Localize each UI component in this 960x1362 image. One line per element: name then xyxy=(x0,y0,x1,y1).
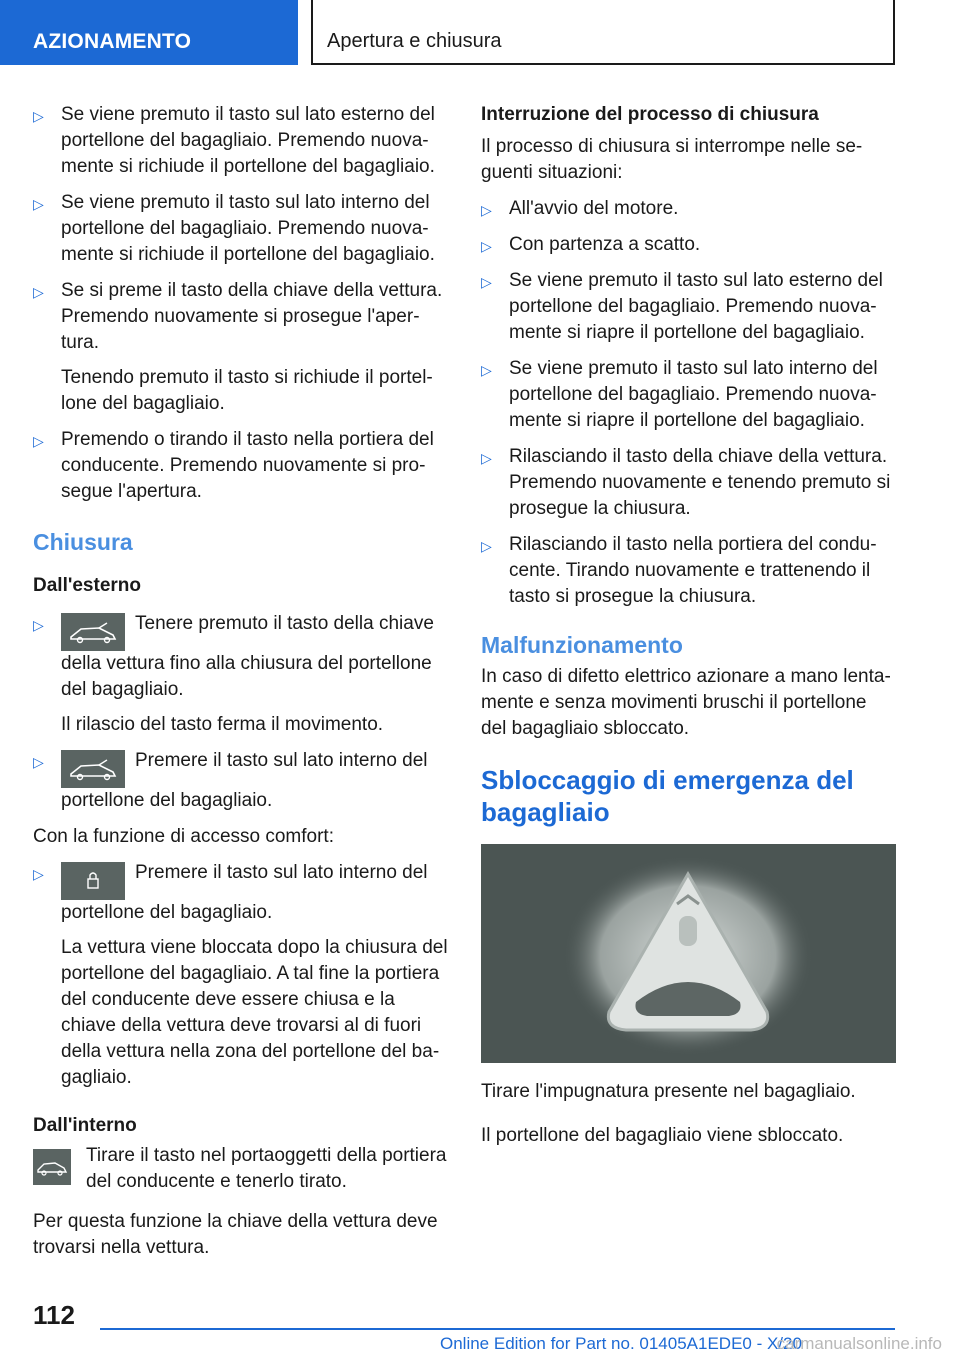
bullet-triangle-icon: ▷ xyxy=(481,238,492,254)
list-item-note: Tenendo premuto il tasto si richiude il portellone del bagagliaio. xyxy=(61,367,433,414)
final-note: Per questa funzione la chiave della vettura deve trovarsi nella vettura. xyxy=(33,1211,438,1258)
bullet-triangle-icon: ▷ xyxy=(481,538,492,554)
list-item-text: Se viene premuto il tasto sul lato interno del portellone del bagagliaio. Premendo nuovamente si riapre il portellone del bagagliaio. xyxy=(509,358,878,431)
comfort-label: Con la funzione di accesso comfort: xyxy=(33,826,334,847)
list-item xyxy=(481,444,896,522)
emergency-handle-photo xyxy=(481,844,896,1063)
chapter-title: Apertura e chiusura xyxy=(327,30,502,52)
list-item-text: Tenere premuto il tasto della chiave della vettura fino alla chiusura del portellone del bagagliaio. xyxy=(61,613,434,700)
interruption-intro: Il processo di chiusura si interrompe nelle seguenti situazioni: xyxy=(481,136,863,183)
interno-text: Tirare il tasto nel portaoggetti della portiera del conducente e tenerlo tirato. xyxy=(86,1145,447,1192)
list-item xyxy=(33,427,448,505)
list-item-text: Se si preme il tasto della chiave della vettura. Premendo nuovamente si prosegue l'apertura. xyxy=(61,280,443,353)
interno-instruction xyxy=(33,1143,448,1195)
list-item-text: Se viene premuto il tasto sul lato interno del portellone del bagagliaio. Premendo nuovamente si richiude il portellone del bagagliaio. xyxy=(61,192,435,265)
heading-malfunzionamento: Malfunzionamento xyxy=(481,632,683,658)
caption-unlocked: Il portellone del bagagliaio viene sbloccato. xyxy=(481,1125,844,1146)
subheading-esterno: Dall'esterno xyxy=(33,575,141,596)
list-item-text: Premere il tasto sul lato interno del portellone del bagagliaio. xyxy=(61,862,428,923)
list-item xyxy=(33,860,448,1091)
bullet-triangle-icon: ▷ xyxy=(33,284,44,300)
list-item xyxy=(481,268,896,346)
list-item xyxy=(33,102,448,180)
padlock-icon xyxy=(61,862,125,900)
list-item xyxy=(481,532,896,610)
malfunction-text: In caso di difetto elettrico azionare a mano lentamente e senza movimenti bruschi il portellone del bagagliaio sbloccato. xyxy=(481,666,891,739)
section-title: AZIONAMENTO xyxy=(33,30,192,53)
list-item-text: Se viene premuto il tasto sul lato esterno del portellone del bagagliaio. Premendo nuovamente si richiude il portellone del bagagliaio. xyxy=(61,104,435,177)
bullet-triangle-icon: ▷ xyxy=(33,196,44,212)
bullet-triangle-icon: ▷ xyxy=(481,362,492,378)
chapter-tab xyxy=(311,0,895,65)
heading-emergency-release: Sbloccaggio di emergenza del bagagliaio xyxy=(481,765,854,827)
bullet-triangle-icon: ▷ xyxy=(481,274,492,290)
list-item-note: La vettura viene bloccata dopo la chiusura del portellone del bagagliaio. A tal fine la portiera del conducente deve essere chiusa e la chiave della vettura deve trovarsi al di fuori della vettura nella zona del portellone del bagagliaio. xyxy=(61,937,448,1088)
footer-divider xyxy=(100,1328,895,1330)
heading-chiusura: Chiusura xyxy=(33,529,133,555)
left-column xyxy=(33,102,448,1271)
list-item xyxy=(481,196,896,222)
page-number: 112 xyxy=(33,1300,75,1330)
bullet-triangle-icon: ▷ xyxy=(33,617,44,633)
list-item-text: Con partenza a scatto. xyxy=(509,234,701,255)
car-tailgate-icon xyxy=(61,750,125,788)
list-item-text: Premere il tasto sul lato interno del portellone del bagagliaio. xyxy=(61,750,428,811)
list-item-text: All'avvio del motore. xyxy=(509,198,679,219)
bullet-triangle-icon: ▷ xyxy=(481,202,492,218)
list-item xyxy=(33,278,448,417)
list-item-text: Rilasciando il tasto nella portiera del conducente. Tirando nuovamente e trattenendo il tasto si prosegue la chiusura. xyxy=(509,534,877,607)
list-item xyxy=(33,190,448,268)
bullet-triangle-icon: ▷ xyxy=(481,450,492,466)
bullet-triangle-icon: ▷ xyxy=(33,433,44,449)
list-item-text: Premendo o tirando il tasto nella portiera del conducente. Premendo nuovamente si prosegue l'apertura. xyxy=(61,429,434,502)
right-column xyxy=(481,102,896,1159)
car-tailgate-icon xyxy=(33,1149,71,1185)
caption-pull-handle: Tirare l'impugnatura presente nel bagagliaio. xyxy=(481,1081,856,1102)
car-tailgate-icon xyxy=(61,613,125,651)
edition-footer: Online Edition for Part no. 01405A1EDE0 - X/20 xyxy=(440,1334,802,1353)
list-item xyxy=(481,356,896,434)
section-tab xyxy=(0,0,298,65)
bullet-triangle-icon: ▷ xyxy=(33,108,44,124)
watermark: carmanualsonline.info xyxy=(776,1334,942,1353)
bullet-triangle-icon: ▷ xyxy=(33,866,44,882)
list-item xyxy=(481,232,896,258)
list-item-text: Rilasciando il tasto della chiave della vettura. Premendo nuovamente e tenendo premuto si prosegue la chiusura. xyxy=(509,446,891,519)
bullet-triangle-icon: ▷ xyxy=(33,754,44,770)
subheading-interno: Dall'interno xyxy=(33,1115,137,1136)
list-item-text: Se viene premuto il tasto sul lato esterno del portellone del bagagliaio. Premendo nuovamente si riapre il portellone del bagagliaio. xyxy=(509,270,883,343)
list-item xyxy=(33,748,448,814)
list-item xyxy=(33,611,448,738)
list-item-note: Il rilascio del tasto ferma il movimento. xyxy=(61,714,384,735)
subheading-interruzione: Interruzione del processo di chiusura xyxy=(481,104,819,125)
